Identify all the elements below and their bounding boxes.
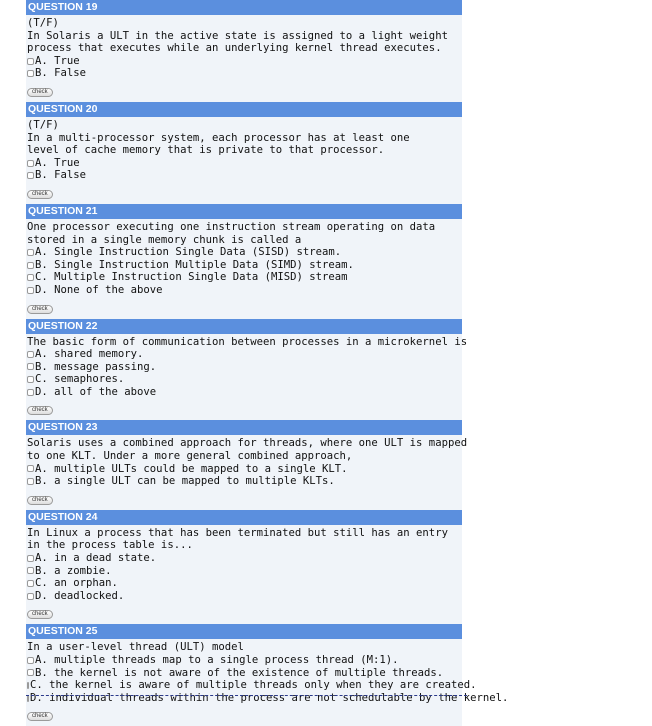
question-text: In Linux a process that has been terminated but still has an entry xyxy=(27,526,448,539)
question-block xyxy=(26,624,509,726)
radio-button[interactable] xyxy=(27,172,34,179)
check-button[interactable]: check xyxy=(27,406,53,415)
answer-option[interactable]: B. message passing. xyxy=(27,361,462,374)
question-header: QUESTION 25 xyxy=(26,624,462,639)
question-header: QUESTION 22 xyxy=(26,319,462,334)
answer-option[interactable]: A. Single Instruction Single Data (SISD) stream. xyxy=(27,246,462,259)
question-text: In a multi-processor system, each processor has at least one xyxy=(27,131,410,144)
radio-button[interactable] xyxy=(27,249,34,256)
radio-button[interactable] xyxy=(27,682,29,689)
radio-button[interactable] xyxy=(27,657,34,664)
radio-button[interactable] xyxy=(27,274,34,281)
radio-button[interactable] xyxy=(27,287,34,294)
answer-option[interactable]: B. a single ULT can be mapped to multiple KLTs. xyxy=(27,475,462,488)
check-button[interactable]: check xyxy=(27,305,53,314)
radio-button[interactable] xyxy=(27,389,34,396)
question-text: Solaris uses a combined approach for threads, where one ULT is mapped xyxy=(27,437,468,450)
check-button[interactable]: check xyxy=(27,190,53,199)
question-text: (T/F) xyxy=(27,17,59,29)
answer-option[interactable]: C. semaphores. xyxy=(27,373,462,386)
answer-option[interactable]: C. the kernel is aware of multiple threads only when they are created. xyxy=(27,679,462,692)
check-button[interactable]: check xyxy=(27,712,53,721)
question-block xyxy=(26,420,468,509)
radio-button[interactable] xyxy=(27,58,34,65)
answer-option[interactable]: B. Single Instruction Multiple Data (SIMD) stream. xyxy=(27,259,462,272)
check-button[interactable]: check xyxy=(27,496,53,505)
answer-option[interactable]: A. True xyxy=(27,55,462,68)
answer-option[interactable]: D. None of the above xyxy=(27,284,462,297)
answer-option[interactable]: A. multiple ULTs could be mapped to a single KLT. xyxy=(27,463,462,476)
question-header: QUESTION 19 xyxy=(26,0,462,15)
question-block xyxy=(26,0,462,102)
radio-button[interactable] xyxy=(27,70,34,77)
question-header: QUESTION 21 xyxy=(26,204,462,219)
answer-option[interactable]: C. an orphan. xyxy=(27,577,462,590)
answer-option[interactable]: D. deadlocked. xyxy=(27,590,462,603)
answer-option[interactable]: D. individual threads within the process are not schedulable by the kernel. xyxy=(27,692,462,705)
question-text: One processor executing one instruction stream operating on data xyxy=(27,220,436,233)
answer-option[interactable]: B. a zombie. xyxy=(27,565,462,578)
question-header: QUESTION 24 xyxy=(26,510,462,525)
radio-button[interactable] xyxy=(27,465,34,472)
answer-option[interactable]: A. multiple threads map to a single process thread (M:1). xyxy=(27,654,462,667)
answer-option[interactable]: D. all of the above xyxy=(27,386,462,399)
radio-button[interactable] xyxy=(27,555,34,562)
radio-button[interactable] xyxy=(27,376,34,383)
quiz-container xyxy=(26,0,509,726)
question-block xyxy=(26,319,468,421)
check-button[interactable]: check xyxy=(27,88,53,97)
answer-option[interactable]: A. shared memory. xyxy=(27,348,462,361)
question-text: (T/F) xyxy=(27,118,59,131)
radio-button[interactable] xyxy=(27,580,34,587)
answer-option[interactable]: B. False xyxy=(27,169,462,182)
answer-option[interactable]: A. True xyxy=(27,157,462,170)
radio-button[interactable] xyxy=(27,363,34,370)
answer-option[interactable]: B. False xyxy=(27,67,462,80)
check-button[interactable]: check xyxy=(27,610,53,619)
radio-button[interactable] xyxy=(27,160,34,167)
question-header: QUESTION 20 xyxy=(26,102,462,117)
question-block xyxy=(26,510,462,625)
question-text: The basic form of communication between processes in a microkernel is xyxy=(27,335,468,348)
question-text: In Solaris a ULT in the active state is assigned to a light weight xyxy=(27,29,448,42)
answer-option[interactable]: C. Multiple Instruction Single Data (MISD) stream xyxy=(27,271,462,284)
question-block xyxy=(26,204,462,319)
radio-button[interactable] xyxy=(27,593,34,600)
question-text: to one KLT. Under a more general combined approach, xyxy=(27,450,353,463)
answer-option[interactable]: B. the kernel is not aware of the existence of multiple threads. xyxy=(27,667,462,680)
question-block xyxy=(26,102,462,204)
question-text: In a user-level thread (ULT) model xyxy=(27,641,244,654)
question-text: stored in a single memory chunk is called a xyxy=(27,233,302,246)
question-text: process that executes while an underlying kernel thread executes. xyxy=(27,42,442,55)
radio-button[interactable] xyxy=(27,567,34,574)
radio-button[interactable] xyxy=(27,351,34,358)
radio-button[interactable] xyxy=(27,478,34,485)
divider xyxy=(26,695,467,696)
question-text: level of cache memory that is private to that processor. xyxy=(27,144,385,157)
radio-button[interactable] xyxy=(27,669,34,676)
question-text: in the process table is... xyxy=(27,539,193,552)
question-header: QUESTION 23 xyxy=(26,420,462,435)
answer-option[interactable]: A. in a dead state. xyxy=(27,552,462,565)
radio-button[interactable] xyxy=(27,262,34,269)
